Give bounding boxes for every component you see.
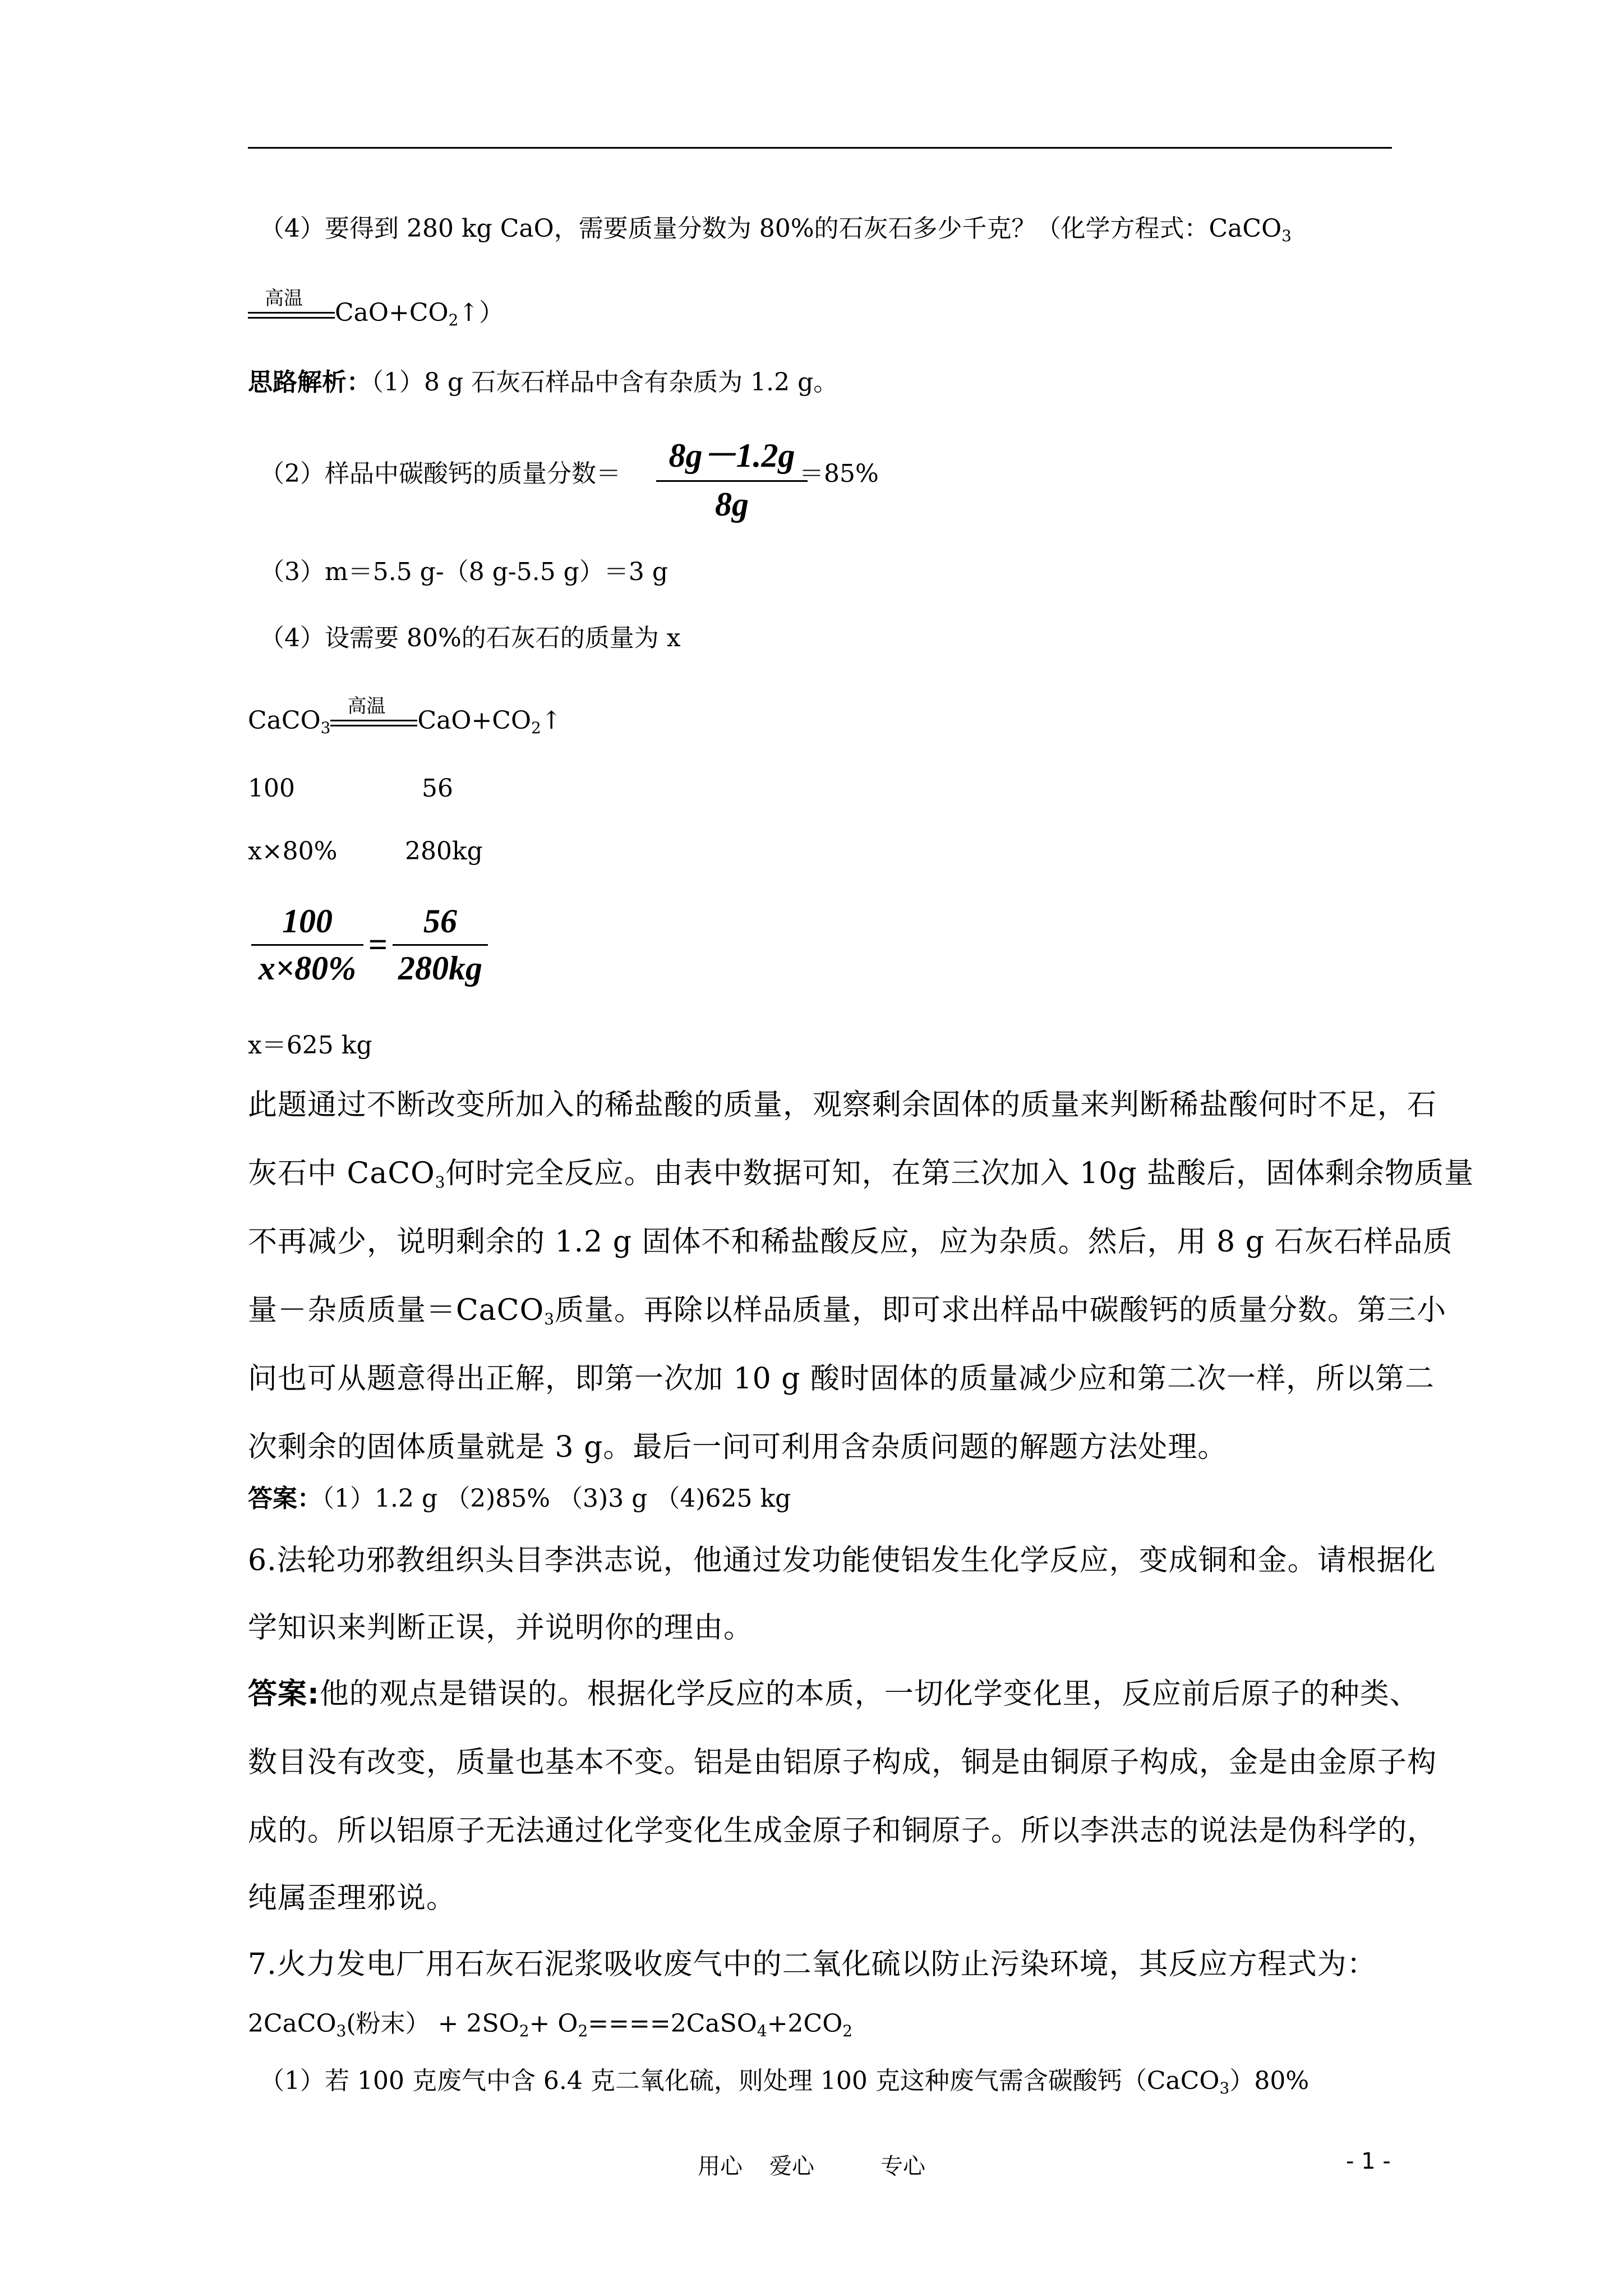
condition-label: 高温 (265, 287, 303, 310)
explanation-line-2a: 灰石中 CaCO (248, 1157, 435, 1190)
answer6-text: 他的观点是错误的。根据化学反应的本质，一切化学变化里，反应前后原子的种类、 (319, 1677, 1419, 1711)
fraction-mass-percent (656, 429, 808, 524)
answer-label: 答案： (248, 1484, 322, 1513)
equation (248, 695, 562, 745)
explanation-line-3: 不再减少，说明剩余的 1.2 g 固体不和稀盐酸反应，应为杂质。然后，用 8 g 石灰石样品质 (248, 1225, 1453, 1259)
subscript: 2 (842, 2022, 853, 2040)
answer-5 (248, 1482, 791, 1516)
subscript: 3 (1281, 227, 1292, 245)
subscript: 2 (519, 2022, 529, 2040)
subscript: 3 (1219, 2079, 1230, 2097)
answer-6-line-3: 成的。所以铝原子无法通过化学变化生成金原子和铜原子。所以李洪志的说法是伪科学的， (248, 1814, 1437, 1848)
fraction-denominator: 280kg (398, 950, 482, 987)
fraction-bar (393, 944, 488, 946)
molar-mass-cao: 56 (422, 774, 453, 803)
q7-part-1 (260, 2064, 1309, 2105)
condition-label: 高温 (347, 695, 386, 717)
subscript: 3 (435, 1173, 446, 1191)
q4-line2 (248, 287, 504, 337)
molar-mass-caco3: 100 (248, 774, 295, 803)
subscript: 3 (320, 719, 331, 737)
footer-text-1: 用心 (698, 2154, 743, 2179)
unknown-mass: x×80% (248, 837, 338, 866)
explanation-line-5: 问也可从题意得出正解，即第一次加 10 g 酸时固体的质量减少应和第二次一样，所以第二 (248, 1362, 1435, 1396)
fraction-left (251, 902, 363, 988)
page-number: - 1 - (1346, 2148, 1391, 2174)
analysis-2-suffix: ＝85% (799, 459, 879, 488)
reaction-condition (248, 287, 335, 330)
gas-arrow: ↑） (458, 298, 504, 327)
footer-text-2: 爱心 (769, 2154, 814, 2179)
subscript: 3 (544, 1310, 555, 1328)
q7-part-1-text: ）80% (1229, 2067, 1310, 2095)
known-mass: 280kg (405, 837, 483, 866)
q7-eq-part: + O (529, 2009, 578, 2038)
analysis-1-text: （1）8 g 石灰石样品中含有杂质为 1.2 g。 (371, 368, 838, 397)
fraction-numerator: 56 (423, 903, 457, 940)
explanation-line-4a: 量－杂质质量＝CaCO (248, 1294, 545, 1327)
subscript: 2 (578, 2022, 588, 2040)
eq-product: CaO+CO (417, 706, 532, 735)
fraction-numerator: 8g－1.2g (668, 437, 795, 474)
q6-line-2: 学知识来判断正误，并说明你的理由。 (248, 1611, 754, 1645)
q7-eq-part: ====2CaSO (588, 2009, 757, 2038)
fraction-bar (251, 944, 363, 946)
fraction-bar (656, 480, 808, 482)
equals-sign: = (368, 926, 388, 963)
q7-eq-part: (粉末） + 2SO (346, 2009, 519, 2038)
explanation-line-2b: 何时完全反应。由表中数据可知，在第三次加入 10g 盐酸后，固体剩余物质量 (445, 1157, 1474, 1190)
double-bar (248, 312, 335, 319)
explanation-line-2 (248, 1157, 1474, 1199)
answer-label: 答案: (248, 1677, 320, 1711)
subscript: 3 (336, 2022, 347, 2040)
eq-reactant: CaCO (248, 706, 321, 735)
result: x＝625 kg (248, 1031, 372, 1060)
q7-eq-part: +2CO (767, 2009, 843, 2038)
explanation-line-4b: 质量。再除以样品质量，即可求出样品中碳酸钙的质量分数。第三小 (555, 1294, 1447, 1327)
subscript: 4 (757, 2022, 767, 2040)
header-rule (248, 147, 1392, 149)
explanation-line-1: 此题通过不断改变所加入的稀盐酸的质量，观察剩余固体的质量来判断稀盐酸何时不足，石 (248, 1088, 1437, 1122)
q7-line-1: 7.火力发电厂用石灰石泥浆吸收废气中的二氧化硫以防止污染环境，其反应方程式为： (248, 1948, 1377, 1981)
q4-line1 (260, 212, 1292, 253)
q7-eq-part: 2CaCO (248, 2009, 336, 2038)
answer-6-line-4: 纯属歪理邪说。 (248, 1881, 457, 1915)
analysis-3: （3）m＝5.5 g-（8 g-5.5 g）＝3 g (260, 558, 668, 586)
subscript: 2 (531, 719, 541, 737)
answer-text: （1）1.2 g （2)85% （3)3 g （4)625 kg (322, 1484, 791, 1513)
analysis-1 (248, 366, 838, 399)
q6-line-1: 6.法轮功邪教组织头目李洪志说，他通过发功能使铝发生化学反应，变成铜和金。请根据化 (248, 1544, 1436, 1577)
subscript: 2 (448, 311, 459, 329)
answer-6-line-2: 数目没有改变，质量也基本不变。铝是由铝原子构成，铜是由铜原子构成，金是由金原子构 (248, 1746, 1437, 1779)
double-bar (330, 720, 417, 726)
footer-text-3: 专心 (880, 2154, 925, 2179)
q7-equation (248, 2007, 852, 2048)
answer-6-line-1 (248, 1677, 1419, 1711)
gas-arrow: ↑ (541, 706, 562, 735)
fraction-denominator: x×80% (258, 950, 357, 987)
q4-text: （4）要得到 280 kg CaO，需要质量分数为 80%的石灰石多少千克？（化学方程式：CaCO (260, 214, 1282, 243)
explanation-line-4 (248, 1294, 1446, 1336)
analysis-label: 思路解析： (248, 368, 371, 397)
q4-product: CaO+CO (335, 298, 449, 327)
analysis-2-prefix: （2）样品中碳酸钙的质量分数＝ (260, 459, 621, 488)
q7-part-1-text: （1）若 100 克废气中含 6.4 克二氧化硫，则处理 100 克这种废气需含碳酸钙（CaCO (260, 2067, 1220, 2095)
fraction-numerator: 100 (282, 903, 333, 940)
fraction-right (393, 902, 488, 988)
analysis-4: （4）设需要 80%的石灰石的质量为 x (260, 624, 681, 652)
reaction-condition (330, 695, 417, 738)
explanation-line-6: 次剩余的固体质量就是 3 g。最后一问可利用含杂质问题的解题方法处理。 (248, 1430, 1228, 1464)
fraction-denominator: 8g (715, 486, 749, 523)
